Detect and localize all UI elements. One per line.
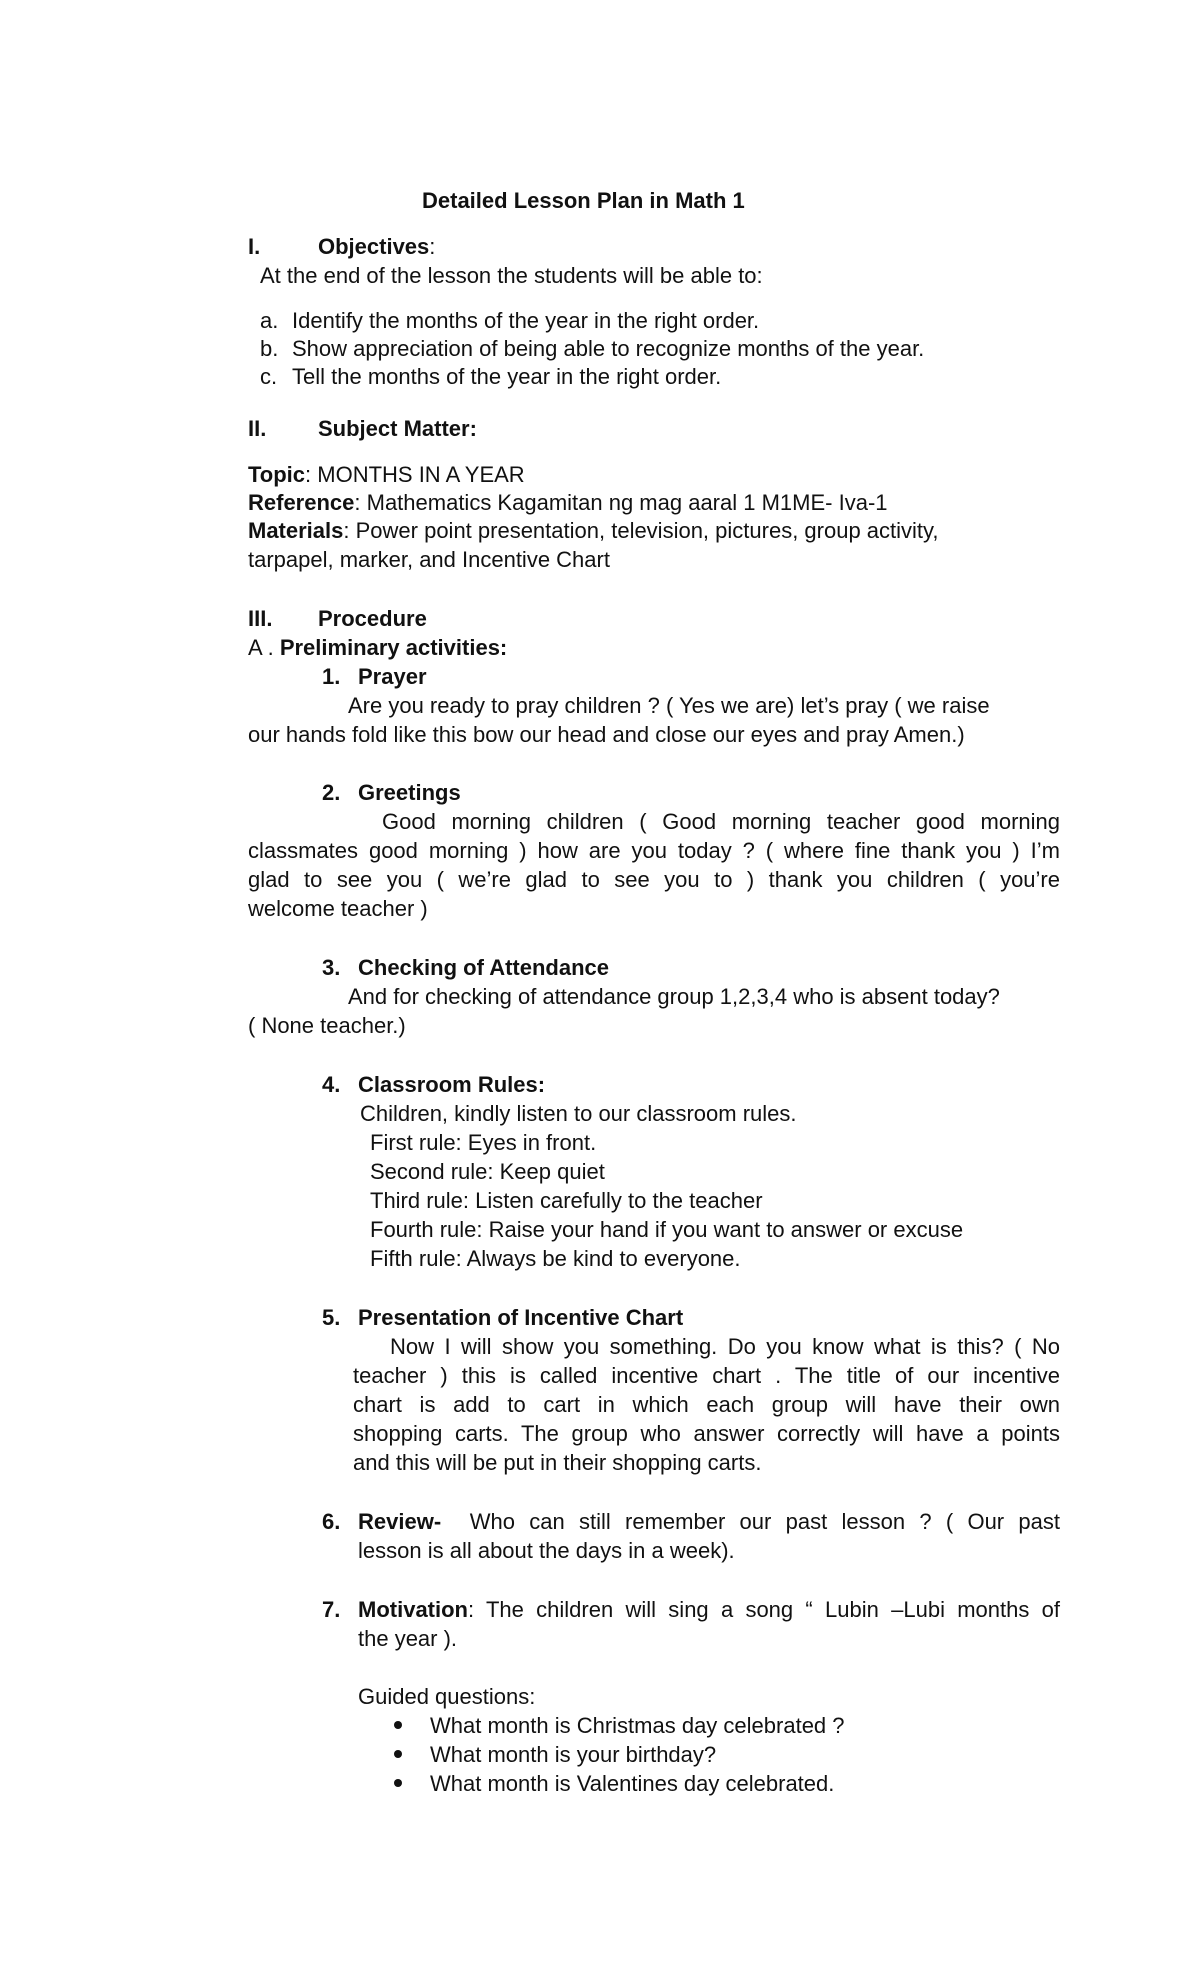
incentive-text: chart is add to cart in which each group will have their own — [353, 1392, 1060, 1417]
step-number: 5. — [322, 1305, 341, 1330]
step-number: 2. — [322, 780, 341, 805]
section-numeral-objectives: I. — [248, 234, 261, 259]
step-heading-attendance: Checking of Attendance — [358, 955, 609, 980]
rule-item: First rule: Eyes in front. — [370, 1130, 597, 1155]
greetings-text: Good morning children ( Good morning teacher good morning — [382, 809, 1060, 834]
bullet-icon — [394, 1721, 402, 1729]
review-text: Review- Who can still remember our past lesson ? ( Our past — [358, 1509, 1060, 1534]
guided-question: What month is Christmas day celebrated ? — [430, 1713, 845, 1738]
incentive-text: shopping carts. The group who answer correctly will have a points — [353, 1421, 1060, 1446]
guided-question: What month is your birthday? — [430, 1742, 717, 1767]
objective-letter: b. — [260, 336, 279, 361]
step-number: 7. — [322, 1597, 341, 1622]
motivation-text: the year ). — [358, 1626, 458, 1651]
step-heading-greetings: Greetings — [358, 780, 461, 805]
section-heading-objectives: Objectives: — [318, 234, 436, 259]
reference-line: Reference: Mathematics Kagamitan ng mag aaral 1 M1ME- Iva-1 — [248, 490, 888, 515]
prayer-text: Are you ready to pray children ? ( Yes we are) let’s pray ( we raise — [348, 693, 990, 718]
objective-item: Tell the months of the year in the right order. — [292, 364, 722, 389]
subsection-heading: A . Preliminary activities: — [248, 635, 508, 660]
step-heading-rules: Classroom Rules: — [358, 1072, 546, 1097]
guided-questions-label: Guided questions: — [358, 1684, 536, 1709]
incentive-text: Now I will show you something. Do you know what is this? ( No — [390, 1334, 1060, 1359]
step-number: 6. — [322, 1509, 341, 1534]
section-heading-procedure: Procedure — [318, 606, 427, 631]
step-number: 4. — [322, 1072, 341, 1097]
rule-item: Third rule: Listen carefully to the teacher — [370, 1188, 763, 1213]
objective-letter: a. — [260, 308, 279, 333]
guided-question: What month is Valentines day celebrated. — [430, 1771, 835, 1796]
bullet-icon — [394, 1750, 402, 1758]
bullet-icon — [394, 1779, 402, 1787]
objective-letter: c. — [260, 364, 278, 389]
prayer-text: our hands fold like this bow our head and close our eyes and pray Amen.) — [248, 722, 965, 747]
attendance-text: And for checking of attendance group 1,2,3,4 who is absent today? — [348, 984, 1000, 1009]
rule-item: Fifth rule: Always be kind to everyone. — [370, 1246, 741, 1271]
objective-item: Identify the months of the year in the right order. — [292, 308, 760, 333]
step-number: 1. — [322, 664, 341, 689]
topic-line: Topic: MONTHS IN A YEAR — [248, 462, 525, 487]
materials-line-2: tarpapel, marker, and Incentive Chart — [248, 547, 610, 572]
objectives-intro: At the end of the lesson the students will be able to: — [260, 263, 763, 288]
objective-item: Show appreciation of being able to recognize months of the year. — [292, 336, 925, 361]
rule-item: Second rule: Keep quiet — [370, 1159, 605, 1184]
attendance-text: ( None teacher.) — [248, 1013, 406, 1038]
section-numeral-procedure: III. — [248, 606, 273, 631]
materials-line: Materials: Power point presentation, television, pictures, group activity, — [248, 518, 939, 543]
step-number: 3. — [322, 955, 341, 980]
incentive-text: and this will be put in their shopping carts. — [353, 1450, 762, 1475]
step-heading-prayer: Prayer — [358, 664, 427, 689]
review-text: lesson is all about the days in a week). — [358, 1538, 735, 1563]
incentive-text: teacher ) this is called incentive chart . The title of our incentive — [353, 1363, 1060, 1388]
greetings-text: welcome teacher ) — [248, 896, 428, 921]
step-heading-incentive: Presentation of Incentive Chart — [358, 1305, 684, 1330]
greetings-text: glad to see you ( we’re glad to see you to ) thank you children ( you’re — [248, 867, 1060, 892]
section-heading-subject-matter: Subject Matter: — [318, 416, 477, 441]
document-title: Detailed Lesson Plan in Math 1 — [422, 188, 745, 213]
rule-item: Fourth rule: Raise your hand if you want to answer or excuse — [370, 1217, 964, 1242]
section-numeral-subject-matter: II. — [248, 416, 267, 441]
rules-intro: Children, kindly listen to our classroom rules. — [360, 1101, 797, 1126]
greetings-text: classmates good morning ) how are you today ? ( where fine thank you ) I’m — [248, 838, 1060, 863]
motivation-text: Motivation: The children will sing a song “ Lubin –Lubi months of — [358, 1597, 1060, 1622]
